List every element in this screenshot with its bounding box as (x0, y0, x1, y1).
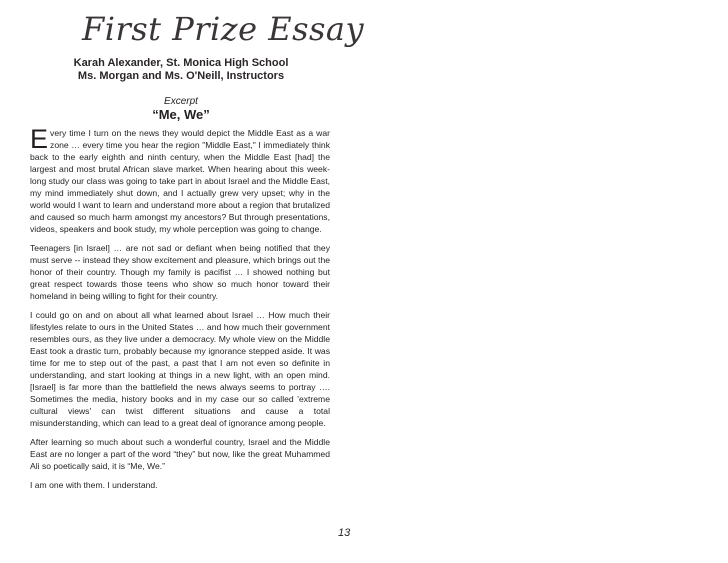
paragraph: Teenagers [in Israel] … are not sad or defiant when being notified that they must serve -- instead they show excitement and pleasure, which brings out the honor of their country. Though my family is pacifist … I showed nothing but great respect towards those teens who show so much honor toward their homeland in being willing to fight for their country. (30, 243, 330, 301)
paragraph (30, 124, 330, 235)
essay-body (30, 124, 330, 498)
author-line: Karah Alexander, St. Monica High School (73, 57, 289, 69)
page-number: 13 (338, 527, 351, 539)
drop-cap: E (30, 124, 49, 154)
paragraph: After learning so much about such a wonderful country, Israel and the Middle East are no longer a part of the word “they” but now, like the great Muhammed Ali so poetically said, it is “Me, We.” (30, 437, 330, 471)
excerpt-label: Excerpt (164, 96, 198, 107)
essay-title: “Me, We” (152, 107, 210, 122)
instructors-line: Ms. Morgan and Ms. O'Neill, Instructors (77, 70, 285, 82)
paragraph: I could go on and on about all what learned about Israel … How much their lifestyles relate to ours in the United States … and how much their government resembles ours, as they live under a democracy. My whole view on the Middle East took a drastic turn, probably because my ignorance stepped aside. It was time for me to step out of the past, a past that I am not even so definite in understanding, and start looking at things in a new light, with an open mind. [Israel] is far more than the battlefield the news always seems to portray …. Sometimes the media, history books and in my case our so called 'extreme cultural views' can twist different situations and cause a total misunderstanding, which can lead to a great deal of ignorance among people. (30, 310, 330, 428)
paragraph: I am one with them. I understand. (30, 480, 158, 490)
page-title: First Prize Essay (82, 10, 365, 48)
paragraph-text: very time I turn on the news they would depict the Middle East as a war zone … every time you hear the region "Middle East," I immediately think back to the early eighth and ninth century, when the Middle East [had] the largest and most brutal African slave market. When hearing about this week-long study our class was going to take part in about Israel and the Middle East, my mind immediately shut down, and I actually grew very upset; why in the world would I want to learn and understand more about a region that brutalized and caused so much harm amongst my ancestors? But through presentations, videos, speakers and book study, my whole perception was going to change. (30, 128, 330, 234)
